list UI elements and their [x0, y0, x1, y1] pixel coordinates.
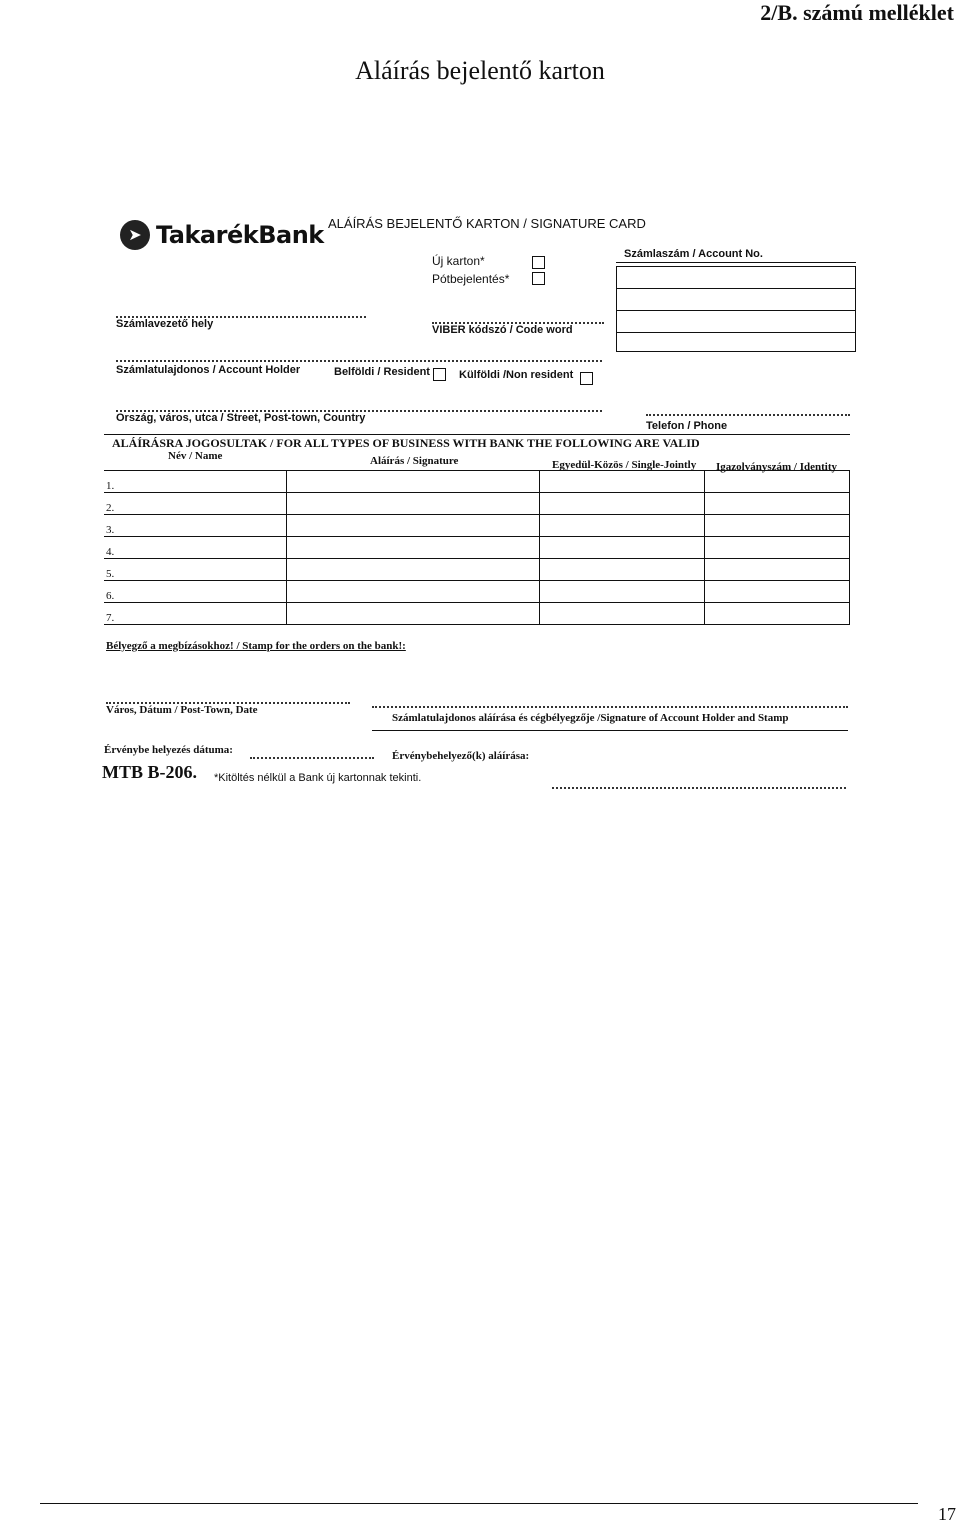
mode-cell[interactable] — [540, 493, 705, 515]
supplement-label: Pótbejelentés* — [432, 272, 510, 286]
row-number[interactable]: 7. — [104, 603, 287, 625]
nonresident-label: Külföldi /Non resident — [459, 369, 574, 381]
bank-logo-icon: ➤ — [120, 220, 150, 250]
table-row — [104, 515, 850, 537]
footnote: *Kitöltés nélkül a Bank új kartonnak tekinti. — [214, 772, 422, 784]
card-title: ALÁÍRÁS BEJELENTŐ KARTON / SIGNATURE CARD — [328, 216, 646, 231]
viber-label: VIBER kódszó / Code word — [432, 324, 573, 336]
mode-cell[interactable] — [540, 559, 705, 581]
account-number-row[interactable] — [617, 311, 855, 333]
table-row — [104, 493, 850, 515]
phone-label: Telefon / Phone — [646, 420, 728, 432]
signature-cell[interactable] — [287, 471, 540, 493]
bank-logo-text: TakarékBank — [156, 221, 324, 249]
branch-label: Számlavezető hely — [116, 318, 214, 330]
new-card-checkbox[interactable] — [532, 256, 545, 269]
effective-date-label: Érvénybe helyezés dátuma: — [104, 744, 233, 756]
page-title: Aláírás bejelentő karton — [355, 56, 605, 85]
account-number-rule — [616, 262, 856, 263]
holder-label: Számlatulajdonos / Account Holder — [116, 364, 301, 376]
stamp-label: Bélyegző a megbízásokhoz! / Stamp for the orders on the bank!: — [106, 640, 406, 652]
holder-signature-label: Számlatulajdonos aláírása és cégbélyegzője /Signature of Account Holder and Stamp — [392, 712, 789, 724]
account-number-label: Számlaszám / Account No. — [624, 248, 763, 260]
bank-logo — [120, 220, 324, 250]
column-mode-header: Egyedül-Közös / Single-Jointly — [552, 459, 697, 471]
signature-cell[interactable] — [287, 581, 540, 603]
holder-signature-dotted-line[interactable] — [372, 706, 848, 708]
supplement-checkbox[interactable] — [532, 272, 545, 285]
account-number-row[interactable] — [617, 289, 855, 311]
footer-rule — [40, 1503, 918, 1504]
table-row — [104, 581, 850, 603]
resident-checkbox[interactable] — [433, 368, 446, 381]
form-code: MTB B-206. — [102, 762, 198, 782]
holder-dotted-line[interactable] — [116, 360, 602, 362]
identity-cell[interactable] — [705, 515, 850, 537]
effective-signer-dotted-line[interactable] — [552, 787, 846, 789]
signature-cell[interactable] — [287, 515, 540, 537]
address-label: Ország, város, utca / Street, Post-town, Country — [116, 412, 366, 424]
heading-rule — [104, 434, 850, 435]
column-signature-header: Aláírás / Signature — [370, 455, 459, 467]
holder-signature-rule — [372, 730, 848, 731]
identity-cell[interactable] — [705, 581, 850, 603]
authorized-signers-table — [104, 470, 850, 625]
table-row — [104, 603, 850, 625]
signature-cell[interactable] — [287, 537, 540, 559]
authorized-heading: ALÁÍRÁSRA JOGOSULTAK / FOR ALL TYPES OF BUSINESS WITH BANK THE FOLLOWING ARE VALID — [112, 436, 700, 450]
mode-cell[interactable] — [540, 581, 705, 603]
mode-cell[interactable] — [540, 537, 705, 559]
row-number[interactable]: 2. — [104, 493, 287, 515]
phone-dotted-line[interactable] — [646, 414, 850, 416]
annex-label: 2/B. számú melléklet — [760, 0, 954, 25]
resident-label: Belföldi / Resident — [334, 366, 430, 378]
mode-cell[interactable] — [540, 603, 705, 625]
row-number[interactable]: 4. — [104, 537, 287, 559]
row-number[interactable]: 1. — [104, 471, 287, 493]
column-name-header: Név / Name — [168, 450, 223, 462]
mode-cell[interactable] — [540, 515, 705, 537]
account-number-row[interactable] — [617, 333, 855, 354]
nonresident-checkbox[interactable] — [580, 372, 593, 385]
table-row — [104, 537, 850, 559]
table-row — [104, 471, 850, 493]
identity-cell[interactable] — [705, 471, 850, 493]
signature-cell[interactable] — [287, 559, 540, 581]
identity-cell[interactable] — [705, 603, 850, 625]
account-number-row[interactable] — [617, 267, 855, 289]
mode-cell[interactable] — [540, 471, 705, 493]
new-card-label: Új karton* — [432, 254, 485, 268]
identity-cell[interactable] — [705, 537, 850, 559]
row-number[interactable]: 3. — [104, 515, 287, 537]
row-number[interactable]: 5. — [104, 559, 287, 581]
signature-cell[interactable] — [287, 493, 540, 515]
identity-cell[interactable] — [705, 559, 850, 581]
identity-cell[interactable] — [705, 493, 850, 515]
effective-date-dotted-line[interactable] — [250, 757, 374, 759]
row-number[interactable]: 6. — [104, 581, 287, 603]
table-row — [104, 559, 850, 581]
column-identity-header: Igazolványszám / Identity — [716, 461, 837, 473]
signature-cell[interactable] — [287, 603, 540, 625]
account-number-box[interactable] — [616, 266, 856, 352]
effective-signer-label: Érvénybehelyező(k) aláírása: — [392, 750, 530, 762]
place-date-label: Város, Dátum / Post-Town, Date — [106, 704, 258, 716]
page-number: 17 — [938, 1504, 956, 1524]
